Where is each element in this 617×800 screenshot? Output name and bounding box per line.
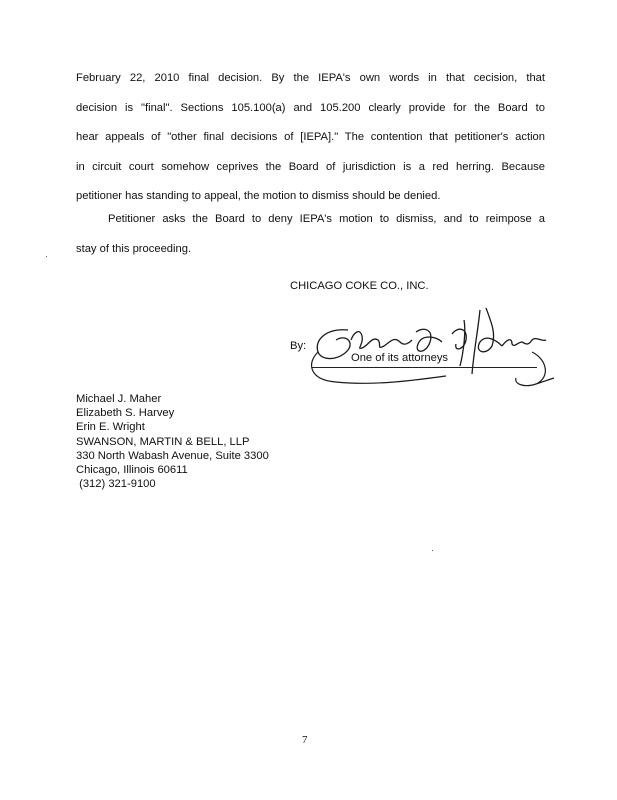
paragraph-line: decision is "final". Sections 105.100(a) and 105.200 clearly provide for the Board to: [76, 101, 545, 114]
signature-by-label: By:: [290, 340, 307, 352]
signature-line: [312, 367, 537, 368]
signature-caption: One of its attorneys: [351, 352, 449, 364]
scan-speck: [432, 550, 433, 551]
paragraph-line: petitioner has standing to appeal, the motion to dismiss should be denied.: [76, 190, 441, 202]
address-line: SWANSON, MARTIN & BELL, LLP: [76, 435, 250, 448]
paragraph-line: Petitioner asks the Board to deny IEPA's motion to dismiss, and to reimpose a: [108, 213, 545, 225]
paragraph-line: stay of this proceeding.: [76, 242, 192, 255]
paragraph-line: hear appeals of "other final decisions of [IEPA]." The contention that petitioner's action: [76, 131, 545, 143]
address-line: Chicago, Illinois 60611: [76, 464, 188, 477]
paragraph-line: in circuit court somehow ceprives the Board of jurisdiction is a red herring. Because: [76, 160, 545, 173]
address-line: Elizabeth S. Harvey: [76, 407, 175, 420]
body-paragraph-1: [76, 64, 545, 212]
scan-speck: [46, 256, 47, 257]
page-number: 7: [302, 734, 308, 746]
address-line: 330 North Wabash Avenue, Suite 3300: [76, 449, 269, 462]
signature-company: CHICAGO COKE CO., INC.: [290, 280, 429, 292]
address-line: (312) 321-9100: [76, 478, 156, 491]
paragraph-line: February 22, 2010 final decision. By the IEPA's own words in that cecision, that: [76, 72, 545, 84]
address-line: Erin E. Wright: [76, 421, 145, 434]
handwritten-signature: [296, 300, 558, 392]
body-paragraph-2: [76, 205, 545, 264]
attorney-address-block: [76, 392, 269, 491]
address-line: Michael J. Maher: [76, 393, 162, 405]
